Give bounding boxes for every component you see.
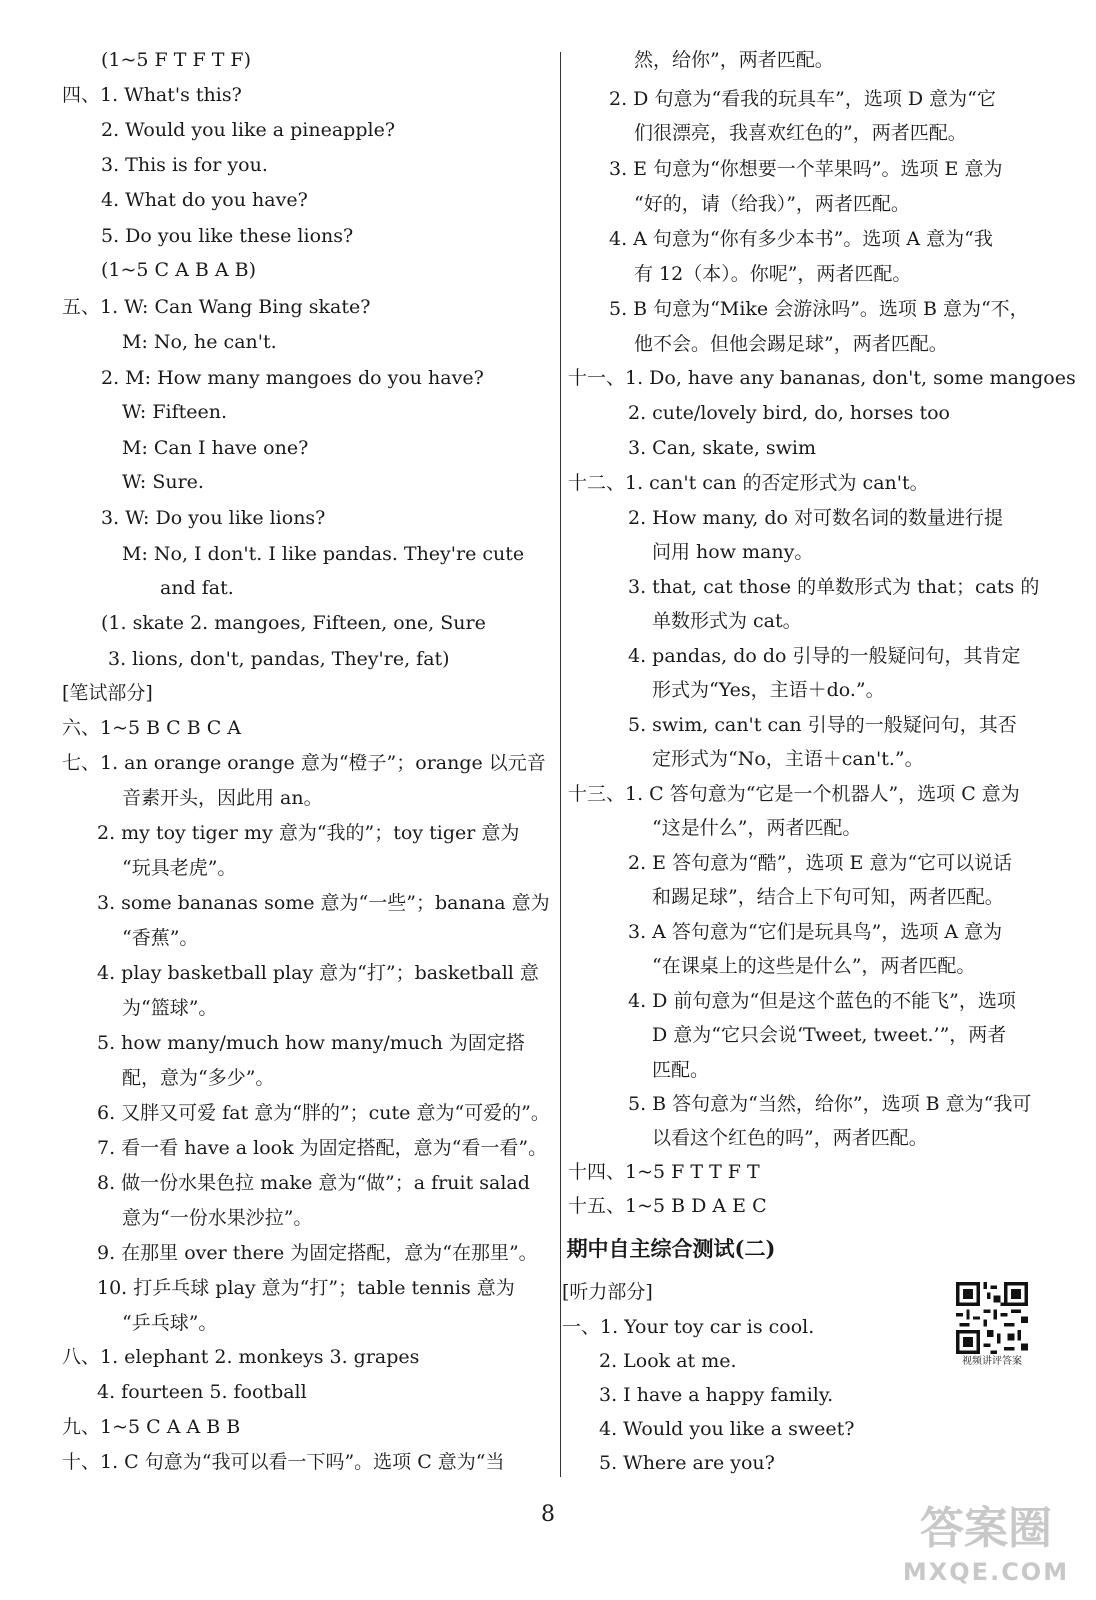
answer-line: 4. D 前句意为“但是这个蓝色的不能飞”，选项 (628, 990, 1016, 1012)
answer-line: 十四、1~5 F T T F T (568, 1161, 760, 1183)
answer-line: 七、1. an orange orange 意为“橙子”；orange 以元音 (62, 752, 546, 774)
watermark-url: MXQE.COM (902, 1558, 1070, 1586)
answer-line: “在课桌上的这些是什么”，两者匹配。 (652, 955, 976, 977)
answer-line: 四、1. What's this? (62, 84, 242, 106)
answer-line: M: No, I don't. I like pandas. They're cute (122, 543, 525, 565)
answer-line: 3. that, cat those 的单数形式为 that；cats 的 (628, 576, 1040, 598)
answer-line: 十五、1~5 B D A E C (568, 1195, 767, 1217)
answer-line: 3. I have a happy family. (599, 1384, 834, 1406)
answer-line: 5. swim, can't can 引导的一般疑问句，其否 (628, 714, 1017, 736)
answer-line: “乒乓球”。 (122, 1312, 218, 1334)
answer-line: 5. Where are you? (599, 1452, 775, 1474)
answer-line: 问用 how many。 (652, 541, 814, 563)
answer-line: 4. Would you like a sweet? (599, 1418, 855, 1440)
answer-line: 4. A 句意为“你有多少本书”。选项 A 意为“我 (609, 228, 993, 250)
answer-line: 2. How many, do 对可数名词的数量进行提 (628, 507, 1003, 529)
page-number: 8 (541, 1502, 555, 1527)
answer-line: 5. B 答句意为“当然，给你”，选项 B 意为“我可 (628, 1093, 1032, 1115)
qr-code[interactable] (956, 1282, 1028, 1354)
answer-line: 4. pandas, do do 引导的一般疑问句，其肯定 (628, 645, 1021, 667)
answer-line: 5. B 句意为“Mike 会游泳吗”。选项 B 意为“不， (609, 298, 1029, 320)
answer-line: 音素开头，因此用 an。 (122, 787, 323, 809)
answer-line: “这是什么”，两者匹配。 (652, 817, 862, 839)
watermark-logo (900, 1500, 1072, 1594)
answer-line: 十三、1. C 答句意为“它是一个机器人”，选项 C 意为 (568, 783, 1020, 805)
answer-line: 10. 打乒乓球 play 意为“打”；table tennis 意为 (97, 1277, 515, 1299)
answer-line: 十二、1. can't can 的否定形式为 can't。 (568, 472, 929, 494)
answer-line: 4. fourteen 5. football (97, 1381, 307, 1403)
answer-line: 们很漂亮，我喜欢红色的”，两者匹配。 (634, 122, 967, 144)
answer-line: 3. E 句意为“你想要一个苹果吗”。选项 E 意为 (609, 158, 1003, 180)
answer-line: 五、1. W: Can Wang Bing skate? (62, 296, 371, 318)
answer-line: 3. A 答句意为“它们是玩具鸟”，选项 A 意为 (628, 921, 1003, 943)
answer-line: 6. 又胖又可爱 fat 意为“胖的”；cute 意为“可爱的”。 (97, 1102, 550, 1124)
answer-line: (1~5 C A B A B) (101, 259, 257, 281)
answer-line: 9. 在那里 over there 为固定搭配，意为“在那里”。 (97, 1242, 538, 1264)
answer-line: 2. E 答句意为“酷”，选项 E 意为“它可以说话 (628, 852, 1013, 874)
answer-line: 九、1~5 C A A B B (62, 1416, 241, 1438)
answer-line: 5. Do you like these lions? (101, 225, 354, 247)
answer-line: 3. This is for you. (101, 154, 268, 176)
answer-line: 4. What do you have? (101, 189, 308, 211)
answer-line: 3. W: Do you like lions? (101, 507, 326, 529)
answer-line: 3. some bananas some 意为“一些”；banana 意为 (97, 892, 550, 914)
answer-line: M: Can I have one? (122, 437, 309, 459)
answer-line: 2. D 句意为“看我的玩具车”，选项 D 意为“它 (609, 88, 996, 110)
answer-line: [听力部分] (562, 1281, 653, 1303)
section-title: 期中自主综合测试(二) (566, 1236, 776, 1261)
answer-line: 5. how many/much how many/much 为固定搭 (97, 1032, 525, 1054)
watermark-title: 答案圈 (920, 1503, 1052, 1554)
answer-line: 然，给你”，两者匹配。 (634, 49, 834, 71)
answer-line: 形式为“Yes，主语＋do.”。 (652, 679, 885, 701)
answer-line: 十、1. C 句意为“我可以看一下吗”。选项 C 意为“当 (62, 1451, 505, 1473)
answer-line: 2. Look at me. (599, 1350, 737, 1372)
answer-line: 意为“一份水果沙拉”。 (122, 1207, 313, 1229)
answer-line: “香蕉”。 (122, 927, 199, 949)
answer-line: 配，意为“多少”。 (122, 1067, 275, 1089)
answer-line: 以看这个红色的吗”，两者匹配。 (652, 1127, 928, 1149)
answer-line: 7. 看一看 have a look 为固定搭配，意为“看一看”。 (97, 1137, 548, 1159)
answer-line: 六、1~5 B C B C A (62, 717, 242, 739)
answer-line: 十一、1. Do, have any bananas, don't, some mangoes (568, 367, 1076, 389)
answer-line: and fat. (160, 577, 234, 599)
answer-line: 八、1. elephant 2. monkeys 3. grapes (62, 1346, 420, 1368)
answer-line: (1. skate 2. mangoes, Fifteen, one, Sure (101, 612, 486, 634)
answer-line: 匹配。 (652, 1059, 710, 1081)
answer-line: 4. play basketball play 意为“打”；basketball 意 (97, 962, 539, 984)
answer-line: M: No, he can't. (122, 331, 277, 353)
answer-line: 3. lions, don't, pandas, They're, fat) (108, 648, 450, 670)
answer-line: “玩具老虎”。 (122, 857, 237, 879)
answer-line: 单数形式为 cat。 (652, 610, 802, 632)
answer-line: 有 12（本）。你呢”，两者匹配。 (634, 263, 912, 285)
answer-line: 2. cute/lovely bird, do, horses too (628, 402, 950, 424)
answer-line: “好的，请（给我）”，两者匹配。 (634, 193, 910, 215)
answer-line: 2. my toy tiger my 意为“我的”；toy tiger 意为 (97, 822, 520, 844)
answer-line: 一、1. Your toy car is cool. (562, 1316, 815, 1338)
answer-line: 2. Would you like a pineapple? (101, 119, 396, 141)
answer-line: (1~5 F T F T F) (101, 49, 252, 71)
answer-line: 3. Can, skate, swim (628, 437, 817, 459)
column-divider (560, 52, 561, 1477)
answer-line: 8. 做一份水果色拉 make 意为“做”；a fruit salad (97, 1172, 530, 1194)
answer-line: [笔试部分] (62, 682, 153, 704)
answer-line: 他不会。但他会踢足球”，两者匹配。 (634, 333, 948, 355)
answer-line: 定形式为“No，主语＋can't.”。 (652, 748, 924, 770)
answer-line: 2. M: How many mangoes do you have? (101, 367, 484, 389)
answer-line: D 意为“它只会说‘Tweet, tweet.’”，两者 (652, 1024, 1007, 1046)
answer-line: W: Sure. (122, 471, 204, 493)
answer-line: 和踢足球”，结合上下句可知，两者匹配。 (652, 886, 1004, 908)
answer-line: W: Fifteen. (122, 401, 228, 423)
qr-caption: 视频讲评答案 (962, 1356, 1022, 1367)
answer-line: 为“篮球”。 (122, 997, 218, 1019)
